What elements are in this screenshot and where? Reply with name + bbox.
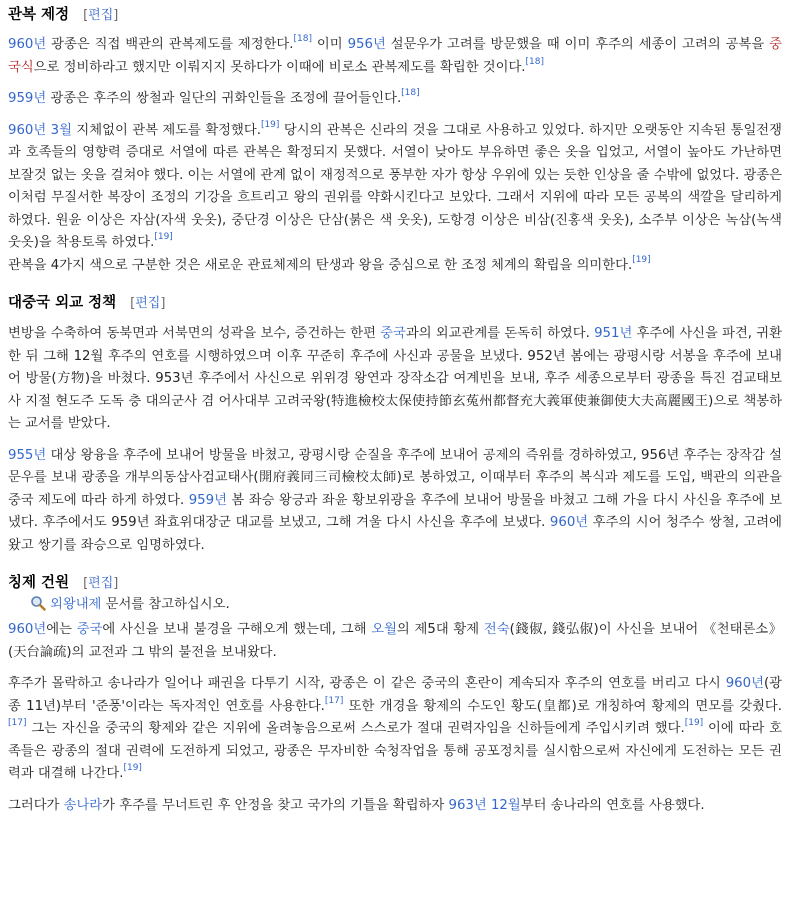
text: (錢俶, 錢弘俶)이 사신을 보내어 《천태론소》(天台論疏)의 교전과 그 밖의 불전을 보내왔다. [8, 622, 782, 660]
link-959[interactable]: 959년 [188, 492, 227, 508]
text: 설문우가 고려를 방문했을 때 이미 후주의 세종이 고려의 공복을 [385, 37, 770, 52]
citation-18[interactable]: [18] [401, 88, 420, 98]
citation-18[interactable]: [18] [293, 34, 312, 44]
link-wuyue[interactable]: 오월 [371, 622, 397, 637]
link-december[interactable]: 12월 [490, 797, 521, 813]
link-960[interactable]: 960년 [8, 122, 47, 138]
text: 에는 [46, 622, 77, 637]
text: 의 제5대 황제 [396, 622, 484, 637]
citation-19[interactable]: [19] [632, 254, 651, 265]
edit-link[interactable]: 편집 [88, 576, 114, 591]
text: 가 후주를 무너트린 후 안정을 찾고 국가의 기틀을 확립하자 [102, 797, 449, 813]
text: 이미 [312, 37, 348, 52]
paragraph [8, 323, 782, 436]
link-955[interactable]: 955년 [8, 447, 47, 463]
link-china[interactable]: 중국 [380, 326, 406, 341]
text: 문서를 참고하십시오. [101, 597, 230, 612]
text: 광종은 직접 백관의 관복제도를 제정한다. [46, 37, 294, 52]
citation-19[interactable]: [19] [260, 119, 280, 130]
citation-18[interactable]: [18] [525, 56, 545, 67]
section-title: 대중국 외교 정책 [8, 295, 117, 311]
text: 으로 정비하라고 했지만 이뤄지지 못하다가 이때에 비로소 관복제도를 확립한 것이다. [33, 59, 526, 75]
text: 변방을 수축하여 동북면과 서북면의 성곽을 보수, 증건하는 한편 [8, 326, 381, 341]
link-951[interactable]: 951년 [594, 326, 633, 341]
link-960[interactable]: 960년 [8, 622, 47, 637]
paragraph [8, 88, 782, 111]
edit-link[interactable]: 편집 [135, 296, 161, 311]
citation-17[interactable]: [17] [8, 718, 27, 728]
edit-link-wrapper: [편집] [130, 296, 166, 311]
link-march[interactable]: 3월 [50, 122, 72, 138]
link-963[interactable]: 963년 [448, 797, 487, 813]
text: 봄 좌승 왕긍과 좌윤 황보위광을 후주에 보내어 방물을 바쳤고 그해 가을 다시 사신을 후주에 보냈다. 후주에서도 959년 좌효위대장군 대교를 보냈고, 그해 겨울 다시 사신을 후주에 보냈다. [8, 492, 782, 530]
text: 후주의 시어 청주수 쌍철, 고려에 왔고 쌍기를 좌승으로 임명하였다. [8, 515, 782, 553]
edit-link[interactable]: 편집 [88, 8, 114, 23]
link-song[interactable]: 송나라 [63, 797, 103, 813]
text: (광종 11년)부터 '준풍'이라는 독자적인 연호를 사용한다. [8, 676, 782, 714]
paragraph [8, 34, 782, 79]
article-content [0, 5, 790, 817]
section-heading-foreign-policy [8, 293, 782, 314]
paragraph [8, 255, 782, 278]
text: 후주가 몰락하고 송나라가 일어나 패권을 다투기 시작, 광종은 이 같은 중국의 혼란이 계속되자 후주의 연호를 버리고 다시 [8, 676, 726, 691]
text: 에 사신을 보내 불경을 구해오게 했는데, 그해 [102, 622, 372, 637]
paragraph [8, 673, 782, 786]
text: 그는 자신을 중국의 황제와 같은 지위에 올려놓음으로써 스스로가 절대 권력자임을 신하들에게 주입시키려 했다. [26, 721, 685, 736]
text: 과의 외교관계를 돈독히 하였다. [405, 326, 595, 341]
text: 당시의 관복은 신라의 것을 그대로 사용하고 있었다. 하지만 오랫동안 지속된 통일전쟁과 호족들의 영향력 증대로 서열에 따른 관복은 확정되지 못했다. 서열이 낮아도 부유하면 좋은 옷을 입었고, 서열이 높아도 가난하면 보잘것 없는 옷을 걸쳐야 했다. 이는 서열에 관계 없이 재정적으로 풍부한 자가 항상 우위에 있는 듯한 인상을 줄 수밖에 없었다. 광종은 이처럼 무질서한 복장이 조정의 기강을 흐트리고 왕의 권위를 약화시킨다고 보았다. 그래서 지위에 따라 모든 공복의 색깔을 달리하게 하였다. 원윤 이상은 자삼(자색 웃옷), 중단경 이상은 단삼(붉은 색 웃옷), 도항경 이상은 비삼(진홍색 웃옷), 소주부 이상은 녹삼(녹색 웃옷)을 착용토록 하였다. [8, 122, 782, 250]
paragraph [8, 120, 782, 255]
edit-link-wrapper: [편집] [83, 576, 119, 591]
link-960[interactable]: 960년 [725, 676, 764, 691]
text: 이에 따라 호족들은 광종의 절대 권력에 도전하게 되었고, 광종은 무자비한 숙청작업을 통해 공포정치를 실시함으로써 자신에게 도전하는 모든 권력과 대결해 나간다. [8, 721, 782, 781]
paragraph [8, 619, 782, 664]
text: 지체없이 관복 제도를 확정했다. [71, 122, 261, 138]
citation-19[interactable]: [19] [154, 232, 173, 242]
section-title: 칭제 건원 [8, 575, 70, 591]
see-also-note [8, 594, 782, 616]
see-also-link[interactable]: 외왕내제 [50, 597, 102, 612]
section-heading-imperial-title [8, 573, 782, 594]
link-960[interactable]: 960년 [549, 515, 589, 530]
citation-19[interactable]: [19] [684, 718, 704, 728]
link-956[interactable]: 956년 [347, 37, 386, 52]
paragraph [8, 795, 782, 818]
link-china[interactable]: 중국 [76, 622, 103, 637]
text: 관복을 4가지 색으로 구분한 것은 새로운 관료체제의 탄생과 왕을 중심으로 한 조정 체계의 확립을 의미한다. [8, 257, 633, 273]
citation-17[interactable]: [17] [324, 695, 344, 706]
redlink-chinese-style[interactable]: 중국식 [8, 37, 782, 75]
text: 그러다가 [8, 797, 64, 813]
link-960[interactable]: 960년 [8, 37, 47, 52]
text: 대상 왕융을 후주에 보내어 방물을 바쳤고, 광평시랑 순질을 후주에 보내어 공제의 즉위를 경하하였고, 956년 후주는 장작감 설문우를 보내 광종을 개부의동삼사검교태사(開府義同三司檢校太師)로 봉하였고, 이때부터 후주의 복식과 제도를 도입, 백관의 의관을 중국 제도에 따라 하게 하였다. [8, 447, 782, 508]
citation-19[interactable]: [19] [123, 763, 142, 773]
text: 또한 개경을 황제의 수도인 황도(皇都)로 개칭하여 황제의 면모를 갖췄다. [343, 698, 782, 714]
link-qian-chu[interactable]: 전숙 [483, 622, 510, 637]
edit-link-wrapper: [편집] [83, 8, 119, 23]
section-title: 관복 제정 [8, 7, 70, 23]
paragraph [8, 445, 782, 558]
text: 부터 송나라의 연호를 사용했다. [520, 797, 705, 813]
magnifier-icon [30, 595, 46, 611]
link-959[interactable]: 959년 [8, 91, 47, 106]
text: 광종은 후주의 쌍철과 일단의 귀화인들을 조정에 끌어들인다. [46, 91, 402, 106]
text: 후주에 사신을 파견, 귀환한 뒤 그해 12월 후주의 연호를 시행하였으며 이후 꾸준히 후주에 사신과 공물을 보냈다. 952년 봄에는 광평시랑 서봉을 후주에 보내어 방물(方物)을 바쳤다. 953년 후주에서 사신으로 위위경 왕연과 장작소감 여계빈을 보내, 후주 세종으로부터 광종을 특진 검교태보사 지절 현도주 도독 충 대의군사 겸 어사대부 고려국왕(特進檢校太保使持節玄菟州都督充大義軍使兼御使大夫高麗國王)으로 책봉하는 교서를 받았다. [8, 326, 782, 431]
section-heading-official-uniform [8, 5, 782, 26]
